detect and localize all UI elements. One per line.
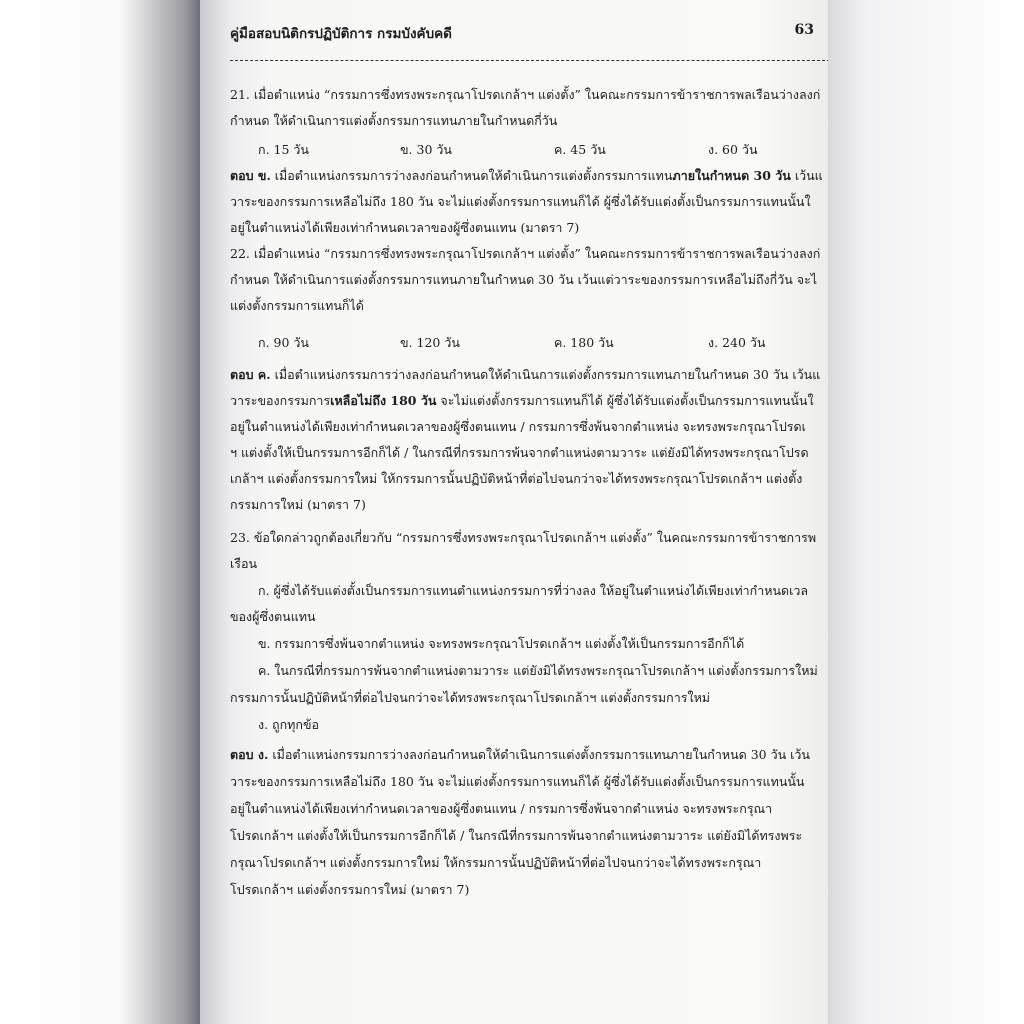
q23-option-c-line-2: กรรมการนั้นปฏิบัติหน้าที่ต่อไปจนกว่าจะได้ทรงพระกรุณาโปรดเกล้าฯ แต่งตั้งกรรมการใหม่ [230,690,711,705]
a22-line-1-text: เมื่อตำแหน่งกรรมการว่างลงก่อนกำหนดให้ดำเนินการแต่งตั้งกรรมการแทนภายในกำหนด 30 วัน เว้นแ [270,367,821,382]
a21-line-1 [230,165,828,187]
q21-option-c: ค. 45 วัน [554,142,606,157]
a22-tag: ตอบ ค. [230,367,271,382]
q22-line-1: 22. เมื่อตำแหน่ง “กรรมการซึ่งทรงพระกรุณาโปรดเกล้าฯ แต่งตั้ง” ในคณะกรรมการข้าราชการพลเรือนว่างลงก่ [230,246,821,261]
a22-line-1 [230,364,828,386]
q22-line-2: กำหนด ให้ดำเนินการแต่งตั้งกรรมการแทนภายในกำหนด 30 วัน เว้นแต่วาระของกรรมการเหลือไม่ถึงกี่วัน จะไ [230,272,818,287]
q22-option-c: ค. 180 วัน [554,335,614,350]
a21-line-3: อยู่ในตำแหน่งได้เพียงเท่ากำหนดเวลาของผู้ซึ่งตนแทน (มาตรา 7) [230,220,580,235]
a22-line-2-end: จะไม่แต่งตั้งกรรมการแทนก็ได้ ผู้ซึ่งได้รับแต่งตั้งเป็นกรรมการแทนนั้นใ [436,393,814,408]
a23-line-3: อยู่ในตำแหน่งได้เพียงเท่ากำหนดเวลาของผู้ซึ่งตนแทน / กรรมการซึ่งพ้นจากตำแหน่ง จะทรงพระกรุณา [230,801,773,816]
q23-option-d: ง. ถูกทุกข้อ [258,717,320,732]
book-binding-shadow [0,0,200,1024]
book-page [200,0,828,1024]
a22-line-2-bold: เหลือไม่ถึง 180 วัน [330,393,437,408]
a21-line-2: วาระของกรรมการเหลือไม่ถึง 180 วัน จะไม่แต่งตั้งกรรมการแทนก็ได้ ผู้ซึ่งได้รับแต่งตั้งเป็นกรรมการแทนนั้นใ [230,194,811,209]
page-body [200,0,828,1024]
a22-line-2-start: วาระของกรรมการ [230,393,331,408]
a23-line-1-text: เมื่อตำแหน่งกรรมการว่างลงก่อนกำหนดให้ดำเนินการแต่งตั้งกรรมการแทนภายในกำหนด 30 วัน เว้น [268,747,810,762]
q21-option-d: ง. 60 วัน [708,142,758,157]
q23-option-a-line-1: ก. ผู้ซึ่งได้รับแต่งตั้งเป็นกรรมการแทนตำแหน่งกรรมการที่ว่างลง ให้อยู่ในตำแหน่งได้เพียงเท่ากำหนดเวล [258,583,809,598]
a21-line-1-text: เมื่อตำแหน่งกรรมการว่างลงก่อนกำหนดให้ดำเนินการแต่งตั้งกรรมการแทน [270,168,673,183]
q21-options [258,139,828,161]
q21-line-1: 21. เมื่อตำแหน่ง “กรรมการซึ่งทรงพระกรุณาโปรดเกล้าฯ แต่งตั้ง” ในคณะกรรมการข้าราชการพลเรือนว่างลงก่ [230,87,821,102]
a22-line-3: อยู่ในตำแหน่งได้เพียงเท่ากำหนดเวลาของผู้ซึ่งตนแทน / กรรมการซึ่งพ้นจากตำแหน่ง จะทรงพระกรุณาโปรดเ [230,419,806,434]
a23-line-5: กรุณาโปรดเกล้าฯ แต่งตั้งกรรมการใหม่ ให้กรรมการนั้นปฏิบัติหน้าที่ต่อไปจนกว่าจะได้ทรงพระกรุณา [230,855,762,870]
q23-option-b: ข. กรรมการซึ่งพ้นจากตำแหน่ง จะทรงพระกรุณาโปรดเกล้าฯ แต่งตั้งให้เป็นกรรมการอีกก็ได้ [258,636,745,651]
a23-tag: ตอบ ง. [230,747,269,762]
q23-line-1: 23. ข้อใดกล่าวถูกต้องเกี่ยวกับ “กรรมการซึ่งทรงพระกรุณาโปรดเกล้าฯ แต่งตั้ง” ในคณะกรรมการข้าราชการพ [230,530,817,545]
a23-line-6: โปรดเกล้าฯ แต่งตั้งกรรมการใหม่ (มาตรา 7) [230,882,470,897]
a22-line-5: เกล้าฯ แต่งตั้งกรรมการใหม่ ให้กรรมการนั้นปฏิบัติหน้าที่ต่อไปจนกว่าจะได้ทรงพระกรุณาโปรดเกล้าฯ แต่งตั้ง [230,471,803,486]
q23-option-a-line-2: ของผู้ซึ่งตนแทน [230,609,316,624]
a23-line-2: วาระของกรรมการเหลือไม่ถึง 180 วัน จะไม่แต่งตั้งกรรมการแทนก็ได้ ผู้ซึ่งได้รับแต่งตั้งเป็นกรรมการแทนนั้น [230,774,805,789]
a21-line-1-end: เว้นแ [790,168,823,183]
a23-line-1 [230,744,828,766]
a23-line-4: โปรดเกล้าฯ แต่งตั้งให้เป็นกรรมการอีกก็ได้ / ในกรณีที่กรรมการพ้นจากตำแหน่งตามวาระ แต่ยังมิได้ทรงพระ [230,828,803,843]
page-number: 63 [794,22,814,38]
a22-line-4: ฯ แต่งตั้งให้เป็นกรรมการอีกก็ได้ / ในกรณีที่กรรมการพ้นจากตำแหน่งตามวาระ แต่ยังมิได้ทรงพระกรุณาโปรด [230,445,809,460]
q21-line-2: กำหนด ให้ดำเนินการแต่งตั้งกรรมการแทนภายในกำหนดกี่วัน [230,113,558,128]
q22-options [258,332,828,354]
q22-option-a: ก. 90 วัน [258,335,309,350]
page-background-right [828,0,1024,1024]
a22-line-6: กรรมการใหม่ (มาตรา 7) [230,497,366,512]
header-title: คู่มือสอบนิติกรปฏิบัติการ กรมบังคับคดี [230,26,452,42]
q22-option-b: ข. 120 วัน [400,335,460,350]
q22-option-d: ง. 240 วัน [708,335,766,350]
q23-option-c-line-1: ค. ในกรณีที่กรรมการพ้นจากตำแหน่งตามวาระ แต่ยังมิได้ทรงพระกรุณาโปรดเกล้าฯ แต่งตั้งกรรมการใหม่ [258,663,818,678]
a21-line-1-bold: ภายในกำหนด 30 วัน [672,168,791,183]
a22-line-2 [230,390,828,412]
a21-tag: ตอบ ข. [230,168,271,183]
q23-line-2: เรือน [230,556,258,571]
q21-option-a: ก. 15 วัน [258,142,309,157]
q21-option-b: ข. 30 วัน [400,142,452,157]
q22-line-3: แต่งตั้งกรรมการแทนก็ได้ [230,298,364,313]
